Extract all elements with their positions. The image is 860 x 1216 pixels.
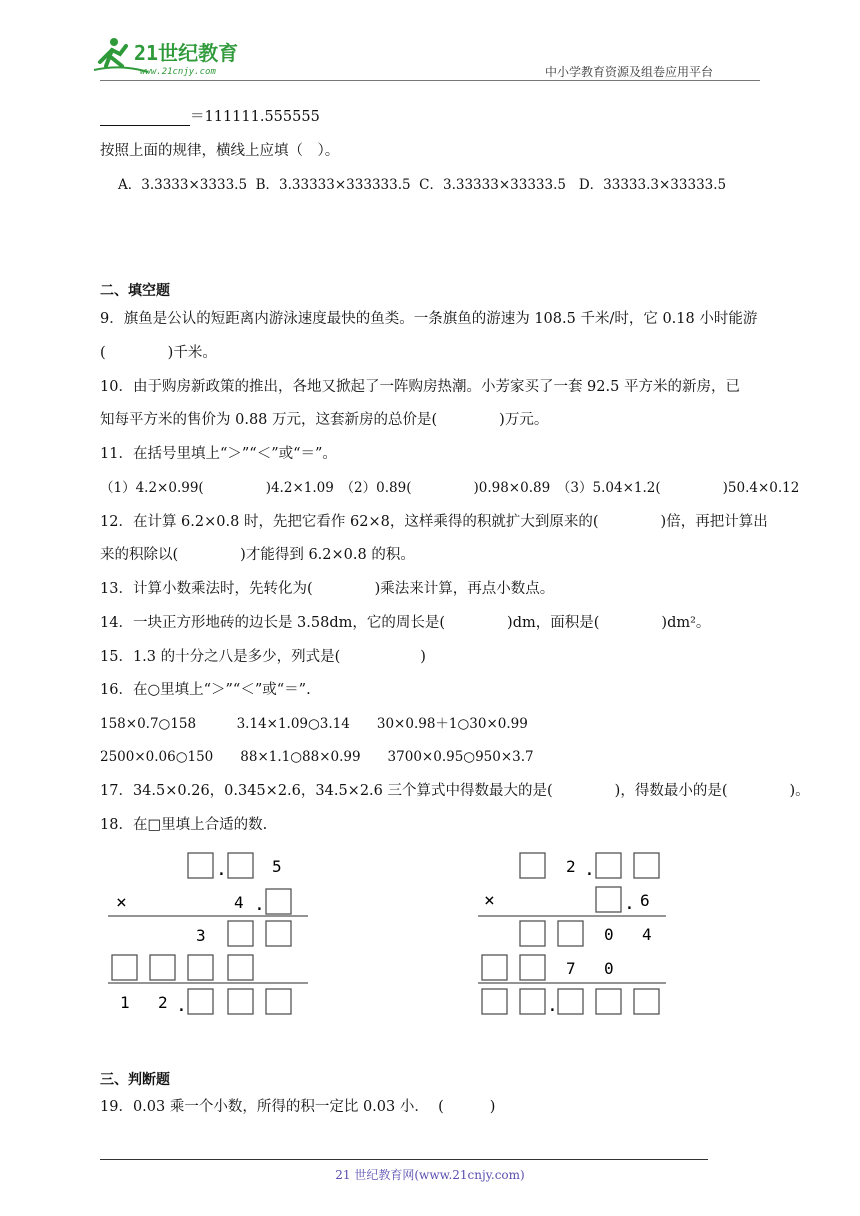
question-stem: 按照上面的规律，横线上应填（ ）。 <box>100 143 340 159</box>
logo-graphic <box>92 34 262 78</box>
digit-box[interactable] <box>482 955 507 980</box>
digit-box[interactable] <box>520 955 545 980</box>
digit-box[interactable] <box>520 921 545 946</box>
answer-line <box>100 108 320 126</box>
digit: 1 <box>120 993 130 1012</box>
digit-box[interactable] <box>596 853 621 878</box>
digit: 2 <box>566 857 576 876</box>
digit-box[interactable] <box>634 989 659 1014</box>
decimal-point: . <box>254 894 265 915</box>
digit-box[interactable] <box>266 921 291 946</box>
decimal-point: . <box>176 995 187 1016</box>
digit-box[interactable] <box>188 989 213 1014</box>
digit: 6 <box>640 891 650 910</box>
q13: 13．计算小数乘法时，先转化为( )乘法来计算，再点小数点。 <box>100 581 555 597</box>
digit: 5 <box>272 857 282 876</box>
q16-row1: 158×0.7○158 3.14×1.09○3.14 30×0.98＋1○30×0.99 <box>100 716 528 732</box>
digit: 2 <box>158 993 168 1012</box>
q11-subitems: （1）4.2×0.99( )4.2×1.09 （2）0.89( )0.98×0.89 （3）5.04×1.2( )50.4×0.12 <box>100 480 800 496</box>
digit-box[interactable] <box>634 853 659 878</box>
q11-stem: 11．在括号里填上“＞”“＜”或“＝”。 <box>100 446 337 462</box>
footer-divider <box>100 1159 708 1160</box>
digit-box[interactable] <box>188 955 213 980</box>
digit-box[interactable] <box>112 955 137 980</box>
q17: 17．34.5×0.26，0.345×2.6，34.5×2.6 三个算式中得数最大的是( )，得数最小的是( )。 <box>100 783 810 799</box>
digit-box[interactable] <box>228 853 253 878</box>
digit-box[interactable] <box>520 989 545 1014</box>
digit-box[interactable] <box>558 921 583 946</box>
digit: 4 <box>234 893 244 912</box>
q9-line1: 9．旗鱼是公认的短距离内游泳速度最快的鱼类。一条旗鱼的游速为 108.5 千米/时，它 0.18 小时能游 <box>100 311 758 327</box>
header-divider <box>100 80 760 81</box>
digit: 0 <box>604 959 614 978</box>
q10-line1: 10．由于购房新政策的推出，各地又掀起了一阵购房热潮。小芳家买了一套 92.5 平方米的新房，已 <box>100 379 740 395</box>
vertical-calc-left <box>100 845 320 1020</box>
section-title-judge: 三、判断题 <box>100 1072 170 1088</box>
platform-name: 中小学教育资源及组卷应用平台 <box>545 65 714 79</box>
multiply-sign: × <box>116 892 127 913</box>
digit-box[interactable] <box>188 853 213 878</box>
q16-row2: 2500×0.06○150 88×1.1○88×0.99 3700×0.95○950×3.7 <box>100 749 534 765</box>
q12-line2: 来的积除以( )才能得到 6.2×0.8 的积。 <box>100 547 415 563</box>
q19: 19．0.03 乘一个小数，所得的积一定比 0.03 小． ( ) <box>100 1099 496 1115</box>
logo-url: www.21cnjy.com <box>140 67 216 77</box>
digit-box[interactable] <box>482 989 507 1014</box>
decimal-point: . <box>584 859 595 880</box>
answer-underline <box>100 111 190 126</box>
digit-box[interactable] <box>266 989 291 1014</box>
digit-box[interactable] <box>558 989 583 1014</box>
multiply-sign: × <box>484 890 495 911</box>
equation-result: ＝111111.555555 <box>190 109 320 125</box>
digit: 7 <box>566 959 576 978</box>
digit-box[interactable] <box>596 887 621 912</box>
site-logo <box>92 34 262 78</box>
logo-text: 21世纪教育 <box>134 41 239 65</box>
digit-box[interactable] <box>228 955 253 980</box>
q18-stem: 18．在□里填上合适的数. <box>100 817 268 833</box>
vertical-calc-right <box>470 845 680 1020</box>
q15: 15．1.3 的十分之八是多少，列式是( ) <box>100 649 426 665</box>
q14: 14．一块正方形地砖的边长是 3.58dm，它的周长是( )dm，面积是( )dm²。 <box>100 615 711 631</box>
digit-box[interactable] <box>266 889 291 914</box>
digit-box[interactable] <box>228 921 253 946</box>
q10-line2: 知每平方米的售价为 0.88 万元，这套新房的总价是( )万元。 <box>100 412 549 428</box>
digit-box[interactable] <box>228 989 253 1014</box>
digit-box[interactable] <box>596 989 621 1014</box>
digit: 3 <box>196 926 206 945</box>
q9-line2: ( )千米。 <box>100 345 217 361</box>
q12-line1: 12．在计算 6.2×0.8 时，先把它看作 62×8，这样乘得的积就扩大到原来的( )倍，再把计算出 <box>100 514 768 530</box>
digit: 0 <box>604 925 614 944</box>
choice-options: A．3.3333×3333.5 B．3.33333×333333.5 C．3.33333×33333.5 D．33333.3×33333.5 <box>118 177 727 193</box>
q16-stem: 16．在○里填上“＞”“＜”或“＝”. <box>100 682 311 698</box>
digit-box[interactable] <box>520 853 545 878</box>
decimal-point: . <box>547 995 558 1016</box>
decimal-point: . <box>216 859 227 880</box>
digit-box[interactable] <box>150 955 175 980</box>
decimal-point: . <box>624 893 635 914</box>
digit: 4 <box>642 925 652 944</box>
footer-link[interactable]: 21 世纪教育网(www.21cnjy.com) <box>335 1168 525 1182</box>
section-title-fill: 二、填空题 <box>100 283 170 299</box>
